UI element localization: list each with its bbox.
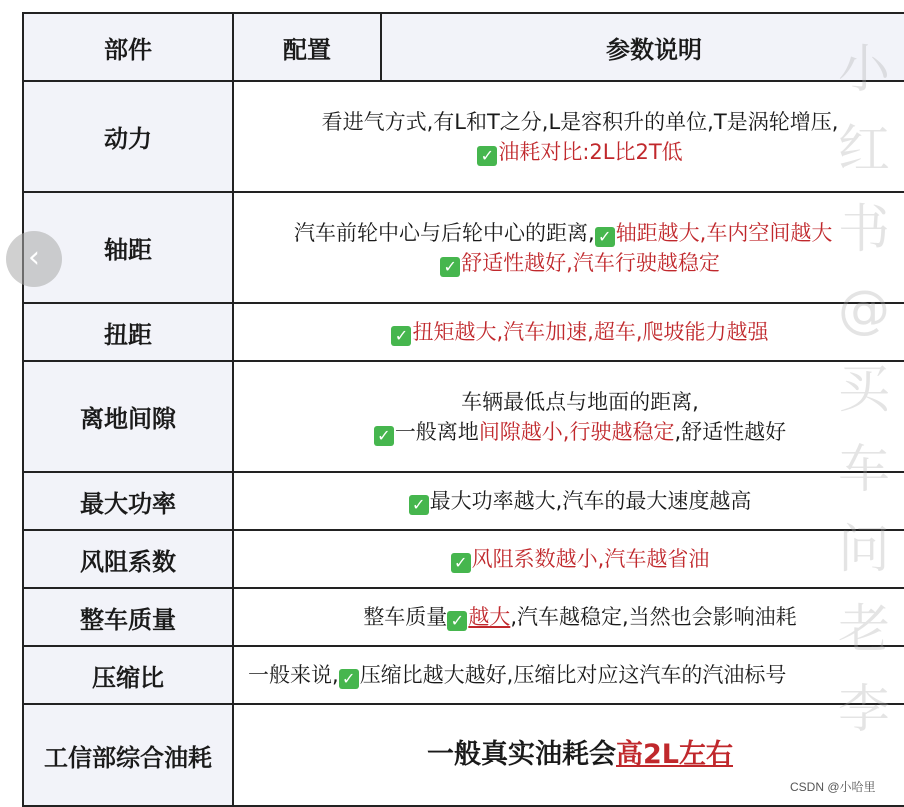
desc-line (234, 218, 904, 248)
checkbox-checked-icon: ✓ (447, 611, 467, 631)
desc-line (234, 137, 904, 167)
desc-cell (233, 81, 904, 192)
highlight-text: 轴距越大,车内空间越大 (615, 220, 833, 245)
desc-text: 汽车前轮中心与后轮中心的距离, (294, 220, 595, 245)
chevron-left-icon: ‹ (28, 240, 40, 275)
part-cell: 轴距 (23, 192, 233, 303)
part-cell: 压缩比 (23, 646, 233, 704)
checkbox-checked-icon: ✓ (595, 227, 615, 247)
highlight-text: 油耗对比:2L比2T低 (498, 139, 683, 164)
part-cell: 风阻系数 (23, 530, 233, 588)
part-cell: 工信部综合油耗 (23, 704, 233, 806)
highlight-text: 高2L左右 (616, 738, 733, 770)
checkbox-checked-icon: ✓ (409, 495, 429, 515)
table-row (23, 530, 904, 588)
desc-text: ,舒适性越好 (674, 419, 787, 444)
part-cell: 动力 (23, 81, 233, 192)
checkbox-checked-icon: ✓ (339, 669, 359, 689)
header-desc: 参数说明 (381, 13, 904, 81)
desc-text: 整车质量 (363, 605, 448, 629)
header-config: 配置 (233, 13, 381, 81)
desc-text: 压缩比越大越好,压缩比对应这汽车的汽油标号 (359, 663, 787, 687)
part-cell: 扭距 (23, 303, 233, 361)
desc-line (234, 248, 904, 278)
watermark-text: 小 红 书 @ 买 车 问 老 李 (837, 40, 890, 740)
table-row (23, 646, 904, 704)
desc-cell (233, 646, 904, 704)
table-row (23, 81, 904, 192)
desc-text: ,汽车越稳定,当然也会影响油耗 (510, 605, 797, 629)
highlight-text: 越大 (468, 605, 511, 629)
table-row (23, 588, 904, 646)
table-row (23, 192, 904, 303)
desc-text: 最大功率越大,汽车的最大速度越高 (429, 489, 752, 513)
desc-cell (233, 361, 904, 472)
car-spec-table (22, 12, 904, 807)
checkbox-checked-icon: ✓ (451, 553, 471, 573)
table-header-row (23, 13, 904, 81)
desc-cell (233, 530, 904, 588)
part-cell: 整车质量 (23, 588, 233, 646)
desc-line: 车辆最低点与地面的距离, (461, 389, 699, 414)
highlight-text: 间隙越小,行驶越稳定 (478, 419, 675, 444)
desc-line: 看进气方式,有L和T之分,L是容积升的单位,T是涡轮增压, (321, 109, 839, 134)
desc-cell (233, 588, 904, 646)
highlight-text: 风阻系数越小,汽车越省油 (471, 547, 710, 571)
prev-image-button[interactable] (6, 231, 62, 287)
desc-text: 一般真实油耗会 (427, 738, 616, 770)
desc-text: 一般离地 (394, 419, 479, 444)
checkbox-checked-icon: ✓ (391, 326, 411, 346)
checkbox-checked-icon: ✓ (440, 257, 460, 277)
table-row (23, 704, 904, 806)
table-row (23, 472, 904, 530)
source-credit: CSDN @小哈里 (790, 780, 876, 794)
checkbox-checked-icon: ✓ (374, 426, 394, 446)
part-cell: 离地间隙 (23, 361, 233, 472)
checkbox-checked-icon: ✓ (477, 146, 497, 166)
highlight-text: 舒适性越好,汽车行驶越稳定 (461, 250, 720, 275)
desc-cell (233, 472, 904, 530)
part-cell: 最大功率 (23, 472, 233, 530)
table-row (23, 303, 904, 361)
table-row (23, 361, 904, 472)
highlight-text: 扭矩越大,汽车加速,超车,爬坡能力越强 (412, 320, 769, 344)
desc-text: 一般来说, (248, 663, 339, 687)
desc-line (234, 417, 904, 447)
desc-cell (233, 303, 904, 361)
header-part: 部件 (23, 13, 233, 81)
desc-cell (233, 192, 904, 303)
